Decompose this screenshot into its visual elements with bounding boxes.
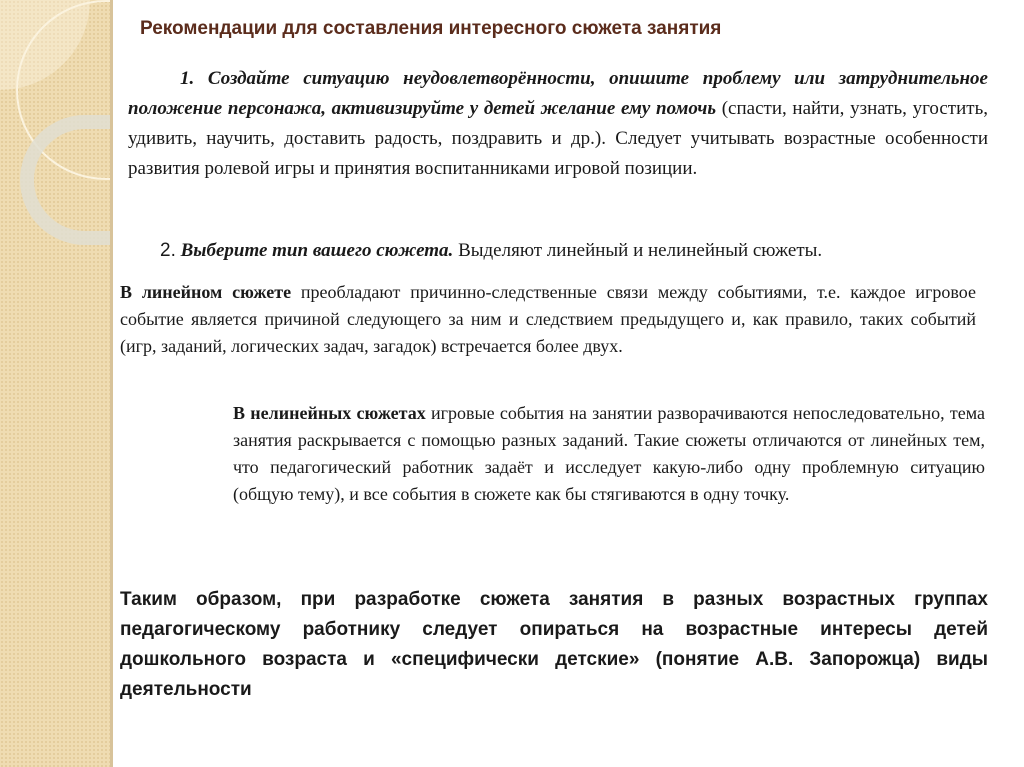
decorative-side-panel — [0, 0, 110, 767]
item-emphasis: Создайте ситуацию неудовлетворённости, опишите проблему или затруднительное положение персонажа, активизируйте у детей желание ему помочь — [128, 68, 988, 119]
conclusion: Таким образом, при разработке сюжета занятия в разных возрастных группах педагогическому работнику следует опираться на возрастные интересы детей дошкольного возраста и «специфически детские» (понятие А.В. Запорожца) виды деятельности — [120, 589, 988, 700]
definition: игровые события на занятии разворачиваются непоследовательно, тема занятия раскрывается с помощью разных заданий. Такие сюжеты отличаются от линейных тем, что педагогический работник задаёт и исследует какую-либо одну проблемную ситуацию (общую тему), и все события в сюжете как бы стягиваются в одну точку. — [233, 403, 986, 504]
item-text: (спасти, найти, узнать, угостить, удивить, научить, доставить радость, поздравить и др.). Следует учитывать возрастные особенности развития ролевой игры и принятия воспитанниками игровой позиции. — [128, 98, 988, 179]
recommendation-2 — [160, 236, 988, 266]
divider — [110, 0, 113, 767]
item-emphasis: Выберите тип вашего сюжета. — [175, 240, 454, 261]
term: В линейном сюжете — [120, 282, 292, 302]
recommendation-1 — [128, 64, 988, 184]
term: В нелинейных сюжетах — [233, 403, 426, 423]
nonlinear-plot-paragraph — [233, 400, 985, 508]
linear-plot-paragraph — [120, 279, 976, 360]
item-number: 2. — [160, 240, 176, 261]
item-text: Выделяют линейный и нелинейный сюжеты. — [453, 240, 823, 261]
definition: преобладают причинно-следственные связи между событиями, т.е. каждое игровое событие является причиной следующего за ним и следствием предыдущего и, как правило, таких событий (игр, заданий, логических задач, загадок) встречается более двух. — [120, 282, 976, 356]
slide-title: Рекомендации для составления интересного сюжета занятия — [140, 18, 722, 39]
item-number: 1. — [180, 68, 195, 89]
